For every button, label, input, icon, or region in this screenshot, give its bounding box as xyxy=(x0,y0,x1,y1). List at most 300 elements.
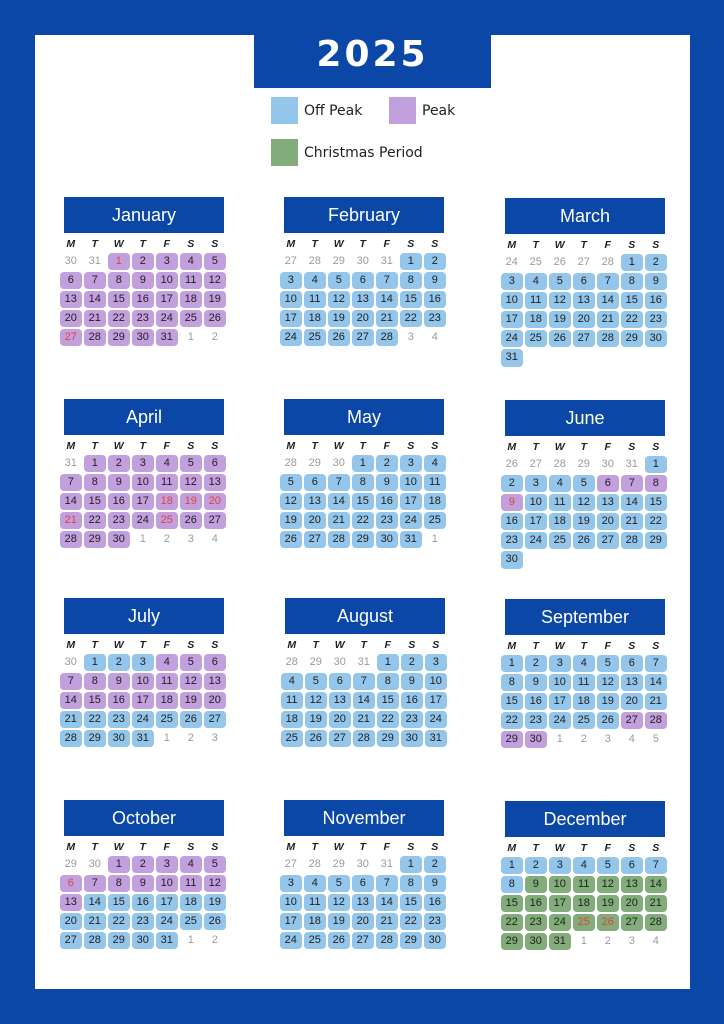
day-cell: 1 xyxy=(501,857,523,875)
day-cell: 6 xyxy=(204,455,226,473)
day-cell: 30 xyxy=(424,932,446,950)
adjacent-month-day: 30 xyxy=(333,655,346,668)
adjacent-month-day: 26 xyxy=(505,457,518,470)
weekday-header: M xyxy=(507,441,517,453)
day-cell: 31 xyxy=(549,933,571,951)
day-cell: 24 xyxy=(156,913,178,931)
day-cell: 23 xyxy=(525,712,547,730)
day-cell: 6 xyxy=(60,875,82,893)
weekday-header: F xyxy=(383,440,390,452)
day-cell: 28 xyxy=(84,329,106,347)
day-cell: 15 xyxy=(84,493,106,511)
weekday-header: S xyxy=(431,841,439,853)
day-cell: 15 xyxy=(84,692,106,710)
weekday-header: S xyxy=(211,440,219,452)
day-cell: 16 xyxy=(132,894,154,912)
day-cell: 6 xyxy=(304,474,326,492)
day-cell: 24 xyxy=(156,310,178,328)
weekday-header: T xyxy=(532,239,539,251)
day-cell: 6 xyxy=(573,273,595,291)
day-cell: 3 xyxy=(156,856,178,874)
legend-christmas xyxy=(271,139,423,166)
weekday-header: T xyxy=(359,238,366,250)
legend-off-peak-swatch xyxy=(271,97,298,124)
weekday-header: W xyxy=(554,441,565,453)
weekday-header: W xyxy=(333,440,344,452)
weekday-header: S xyxy=(187,238,195,250)
weekday-header: M xyxy=(286,238,296,250)
adjacent-month-day: 29 xyxy=(332,254,345,267)
day-cell: 25 xyxy=(525,330,547,348)
day-cell: 2 xyxy=(645,254,667,272)
legend-christmas-swatch xyxy=(271,139,298,166)
weekday-header: F xyxy=(383,238,390,250)
day-cell: 21 xyxy=(60,711,82,729)
day-cell: 26 xyxy=(597,712,619,730)
day-cell: 15 xyxy=(377,692,399,710)
day-cell: 14 xyxy=(376,291,398,309)
day-cell: 15 xyxy=(501,895,523,913)
adjacent-month-day: 1 xyxy=(139,532,146,545)
day-cell: 27 xyxy=(60,932,82,950)
adjacent-month-day: 3 xyxy=(187,532,194,545)
day-cell: 20 xyxy=(352,310,374,328)
day-cell: 21 xyxy=(60,512,82,530)
day-cell: 16 xyxy=(376,493,398,511)
day-cell: 15 xyxy=(108,894,130,912)
weekday-header: T xyxy=(580,441,587,453)
day-cell: 11 xyxy=(304,291,326,309)
day-cell: 3 xyxy=(280,272,302,290)
day-cell: 22 xyxy=(352,512,374,530)
day-cell: 8 xyxy=(108,272,130,290)
weekday-header: T xyxy=(532,640,539,652)
day-cell: 7 xyxy=(60,474,82,492)
weekday-header: M xyxy=(507,239,517,251)
day-cell: 6 xyxy=(204,654,226,672)
day-cell: 25 xyxy=(304,932,326,950)
year-title: 2025 xyxy=(254,20,491,88)
month-header: September xyxy=(505,599,665,635)
day-cell: 29 xyxy=(377,730,399,748)
day-cell: 5 xyxy=(305,673,327,691)
day-cell: 20 xyxy=(597,513,619,531)
day-cell: 10 xyxy=(501,292,523,310)
adjacent-month-day: 30 xyxy=(356,857,369,870)
adjacent-month-day: 5 xyxy=(652,732,659,745)
adjacent-month-day: 28 xyxy=(601,255,614,268)
day-cell: 12 xyxy=(597,876,619,894)
day-cell: 27 xyxy=(329,730,351,748)
weekday-header: T xyxy=(580,842,587,854)
month-header: June xyxy=(505,400,665,436)
day-cell: 9 xyxy=(132,875,154,893)
day-cell: 16 xyxy=(401,692,423,710)
legend-off-peak xyxy=(271,97,362,124)
day-cell: 3 xyxy=(549,857,571,875)
day-cell: 20 xyxy=(204,493,226,511)
adjacent-month-day: 1 xyxy=(556,732,563,745)
day-cell: 18 xyxy=(424,493,446,511)
day-cell: 8 xyxy=(377,673,399,691)
day-cell: 3 xyxy=(525,475,547,493)
day-cell: 8 xyxy=(645,475,667,493)
day-cell: 15 xyxy=(108,291,130,309)
adjacent-month-day: 1 xyxy=(187,933,194,946)
day-cell: 21 xyxy=(84,913,106,931)
adjacent-month-day: 28 xyxy=(308,857,321,870)
adjacent-month-day: 30 xyxy=(601,457,614,470)
day-cell: 21 xyxy=(353,711,375,729)
day-cell: 29 xyxy=(645,532,667,550)
day-cell: 12 xyxy=(328,894,350,912)
weekday-header: T xyxy=(139,639,146,651)
adjacent-month-day: 3 xyxy=(604,732,611,745)
day-cell: 31 xyxy=(132,730,154,748)
day-cell: 6 xyxy=(352,272,374,290)
weekday-header: M xyxy=(287,639,297,651)
day-cell: 2 xyxy=(501,475,523,493)
adjacent-month-day: 29 xyxy=(332,857,345,870)
day-cell: 25 xyxy=(156,711,178,729)
day-cell: 7 xyxy=(597,273,619,291)
weekday-header: W xyxy=(334,639,345,651)
weekday-header: T xyxy=(91,440,98,452)
weekday-header: S xyxy=(407,238,415,250)
day-cell: 23 xyxy=(501,532,523,550)
day-cell: 23 xyxy=(108,711,130,729)
day-cell: 16 xyxy=(424,291,446,309)
day-cell: 16 xyxy=(108,493,130,511)
day-cell: 4 xyxy=(424,455,446,473)
adjacent-month-day: 31 xyxy=(88,254,101,267)
day-cell: 14 xyxy=(597,292,619,310)
weekday-header: S xyxy=(652,640,660,652)
day-cell: 9 xyxy=(501,494,523,512)
weekday-header: T xyxy=(139,841,146,853)
day-cell: 20 xyxy=(60,310,82,328)
day-cell: 27 xyxy=(204,512,226,530)
month-day-grid xyxy=(59,840,224,949)
day-cell: 23 xyxy=(424,310,446,328)
day-cell: 15 xyxy=(352,493,374,511)
weekday-header: S xyxy=(652,239,660,251)
day-cell: 30 xyxy=(525,933,547,951)
weekday-header: F xyxy=(163,841,170,853)
day-cell: 24 xyxy=(501,330,523,348)
day-cell: 2 xyxy=(525,655,547,673)
day-cell: 22 xyxy=(108,913,130,931)
day-cell: 8 xyxy=(84,474,106,492)
day-cell: 23 xyxy=(645,311,667,329)
day-cell: 7 xyxy=(621,475,643,493)
day-cell: 16 xyxy=(645,292,667,310)
adjacent-month-day: 29 xyxy=(308,456,321,469)
adjacent-month-day: 30 xyxy=(88,857,101,870)
day-cell: 14 xyxy=(645,674,667,692)
month-march xyxy=(505,198,665,367)
day-cell: 2 xyxy=(376,455,398,473)
day-cell: 27 xyxy=(597,532,619,550)
day-cell: 25 xyxy=(549,532,571,550)
day-cell: 12 xyxy=(280,493,302,511)
day-cell: 18 xyxy=(573,693,595,711)
day-cell: 27 xyxy=(352,329,374,347)
day-cell: 3 xyxy=(132,455,154,473)
weekday-header: S xyxy=(431,440,439,452)
day-cell: 14 xyxy=(60,692,82,710)
day-cell: 28 xyxy=(328,531,350,549)
day-cell: 5 xyxy=(328,272,350,290)
day-cell: 3 xyxy=(156,253,178,271)
adjacent-month-day: 28 xyxy=(308,254,321,267)
day-cell: 21 xyxy=(645,895,667,913)
weekday-header: W xyxy=(113,639,124,651)
day-cell: 30 xyxy=(501,551,523,569)
day-cell: 26 xyxy=(573,532,595,550)
day-cell: 30 xyxy=(132,932,154,950)
day-cell: 18 xyxy=(180,894,202,912)
adjacent-month-day: 30 xyxy=(356,254,369,267)
month-header: October xyxy=(64,800,224,836)
day-cell: 1 xyxy=(400,253,422,271)
day-cell: 19 xyxy=(305,711,327,729)
day-cell: 1 xyxy=(501,655,523,673)
day-cell: 28 xyxy=(376,932,398,950)
weekday-header: T xyxy=(91,238,98,250)
day-cell: 5 xyxy=(180,455,202,473)
day-cell: 21 xyxy=(328,512,350,530)
day-cell: 26 xyxy=(180,512,202,530)
day-cell: 2 xyxy=(401,654,423,672)
day-cell: 8 xyxy=(501,876,523,894)
day-cell: 13 xyxy=(304,493,326,511)
day-cell: 3 xyxy=(425,654,447,672)
day-cell: 15 xyxy=(645,494,667,512)
day-cell: 1 xyxy=(84,654,106,672)
weekday-header: S xyxy=(628,239,636,251)
weekday-header: S xyxy=(652,441,660,453)
day-cell: 4 xyxy=(573,655,595,673)
month-december xyxy=(505,801,665,950)
weekday-header: S xyxy=(408,639,416,651)
day-cell: 27 xyxy=(621,712,643,730)
legend-peak xyxy=(389,97,455,124)
adjacent-month-day: 30 xyxy=(64,254,77,267)
weekday-header: S xyxy=(407,841,415,853)
day-cell: 5 xyxy=(204,856,226,874)
day-cell: 1 xyxy=(645,456,667,474)
adjacent-month-day: 4 xyxy=(628,732,635,745)
weekday-header: W xyxy=(113,238,124,250)
month-day-grid xyxy=(59,638,224,747)
day-cell: 8 xyxy=(108,875,130,893)
day-cell: 13 xyxy=(621,674,643,692)
month-header: May xyxy=(284,399,444,435)
weekday-header: T xyxy=(359,440,366,452)
day-cell: 17 xyxy=(400,493,422,511)
weekday-header: M xyxy=(286,841,296,853)
weekday-header: T xyxy=(139,440,146,452)
legend-peak-label: Peak xyxy=(422,102,456,119)
weekday-header: M xyxy=(66,639,76,651)
weekday-header: S xyxy=(211,841,219,853)
month-day-grid xyxy=(59,439,224,548)
day-cell: 27 xyxy=(621,914,643,932)
adjacent-month-day: 1 xyxy=(163,731,170,744)
day-cell: 18 xyxy=(156,493,178,511)
day-cell: 31 xyxy=(156,932,178,950)
day-cell: 26 xyxy=(204,310,226,328)
adjacent-month-day: 29 xyxy=(64,857,77,870)
adjacent-month-day: 3 xyxy=(628,934,635,947)
day-cell: 8 xyxy=(501,674,523,692)
day-cell: 26 xyxy=(180,711,202,729)
day-cell: 1 xyxy=(108,253,130,271)
day-cell: 17 xyxy=(280,310,302,328)
day-cell: 2 xyxy=(108,455,130,473)
day-cell: 28 xyxy=(60,730,82,748)
day-cell: 3 xyxy=(549,655,571,673)
month-august xyxy=(285,598,445,747)
month-day-grid xyxy=(500,440,665,569)
day-cell: 19 xyxy=(597,895,619,913)
day-cell: 23 xyxy=(132,913,154,931)
weekday-header: T xyxy=(359,841,366,853)
day-cell: 19 xyxy=(180,493,202,511)
weekday-header: F xyxy=(383,841,390,853)
day-cell: 11 xyxy=(525,292,547,310)
day-cell: 6 xyxy=(597,475,619,493)
day-cell: 5 xyxy=(549,273,571,291)
day-cell: 21 xyxy=(597,311,619,329)
adjacent-month-day: 30 xyxy=(332,456,345,469)
month-header: August xyxy=(285,598,445,634)
day-cell: 16 xyxy=(108,692,130,710)
day-cell: 17 xyxy=(156,291,178,309)
weekday-header: T xyxy=(360,639,367,651)
month-october xyxy=(64,800,224,949)
adjacent-month-day: 2 xyxy=(163,532,170,545)
day-cell: 20 xyxy=(204,692,226,710)
day-cell: 13 xyxy=(60,894,82,912)
adjacent-month-day: 28 xyxy=(284,456,297,469)
weekday-header: M xyxy=(286,440,296,452)
day-cell: 10 xyxy=(400,474,422,492)
day-cell: 25 xyxy=(180,310,202,328)
day-cell: 17 xyxy=(549,693,571,711)
day-cell: 29 xyxy=(84,531,106,549)
month-day-grid xyxy=(59,237,224,346)
day-cell: 24 xyxy=(549,712,571,730)
adjacent-month-day: 2 xyxy=(187,731,194,744)
day-cell: 30 xyxy=(525,731,547,749)
day-cell: 22 xyxy=(84,512,106,530)
day-cell: 8 xyxy=(352,474,374,492)
day-cell: 5 xyxy=(597,655,619,673)
adjacent-month-day: 29 xyxy=(577,457,590,470)
adjacent-month-day: 4 xyxy=(431,330,438,343)
adjacent-month-day: 3 xyxy=(211,731,218,744)
day-cell: 7 xyxy=(84,875,106,893)
adjacent-month-day: 25 xyxy=(529,255,542,268)
day-cell: 3 xyxy=(280,875,302,893)
day-cell: 20 xyxy=(573,311,595,329)
day-cell: 10 xyxy=(425,673,447,691)
month-day-grid xyxy=(279,439,444,548)
weekday-header: T xyxy=(311,841,318,853)
day-cell: 3 xyxy=(132,654,154,672)
day-cell: 20 xyxy=(60,913,82,931)
adjacent-month-day: 2 xyxy=(211,330,218,343)
day-cell: 30 xyxy=(401,730,423,748)
day-cell: 22 xyxy=(400,310,422,328)
adjacent-month-day: 31 xyxy=(380,254,393,267)
day-cell: 1 xyxy=(400,856,422,874)
weekday-header: F xyxy=(163,639,170,651)
weekday-header: W xyxy=(554,640,565,652)
day-cell: 17 xyxy=(132,493,154,511)
day-cell: 1 xyxy=(108,856,130,874)
legend-christmas-label: Christmas Period xyxy=(304,144,423,161)
day-cell: 23 xyxy=(132,310,154,328)
day-cell: 13 xyxy=(597,494,619,512)
day-cell: 18 xyxy=(304,310,326,328)
day-cell: 23 xyxy=(525,914,547,932)
day-cell: 8 xyxy=(400,875,422,893)
weekday-header: S xyxy=(432,639,440,651)
day-cell: 21 xyxy=(376,310,398,328)
day-cell: 16 xyxy=(424,894,446,912)
day-cell: 19 xyxy=(549,311,571,329)
day-cell: 10 xyxy=(132,474,154,492)
month-january xyxy=(64,197,224,346)
day-cell: 9 xyxy=(376,474,398,492)
weekday-header: S xyxy=(187,639,195,651)
month-day-grid xyxy=(279,237,444,346)
day-cell: 4 xyxy=(156,654,178,672)
day-cell: 5 xyxy=(180,654,202,672)
day-cell: 27 xyxy=(352,932,374,950)
day-cell: 6 xyxy=(60,272,82,290)
adjacent-month-day: 1 xyxy=(580,934,587,947)
day-cell: 7 xyxy=(328,474,350,492)
day-cell: 11 xyxy=(156,474,178,492)
weekday-header: S xyxy=(211,639,219,651)
day-cell: 19 xyxy=(204,291,226,309)
weekday-header: T xyxy=(312,639,319,651)
weekday-header: F xyxy=(604,842,611,854)
day-cell: 9 xyxy=(401,673,423,691)
day-cell: 7 xyxy=(645,655,667,673)
month-day-grid xyxy=(280,638,445,747)
day-cell: 13 xyxy=(573,292,595,310)
day-cell: 16 xyxy=(525,895,547,913)
adjacent-month-day: 31 xyxy=(625,457,638,470)
day-cell: 10 xyxy=(156,272,178,290)
day-cell: 20 xyxy=(621,895,643,913)
day-cell: 25 xyxy=(573,914,595,932)
day-cell: 29 xyxy=(621,330,643,348)
day-cell: 19 xyxy=(280,512,302,530)
adjacent-month-day: 27 xyxy=(284,254,297,267)
day-cell: 10 xyxy=(280,894,302,912)
weekday-header: M xyxy=(507,640,517,652)
adjacent-month-day: 2 xyxy=(604,934,611,947)
day-cell: 11 xyxy=(304,894,326,912)
day-cell: 22 xyxy=(377,711,399,729)
adjacent-month-day: 31 xyxy=(64,456,77,469)
